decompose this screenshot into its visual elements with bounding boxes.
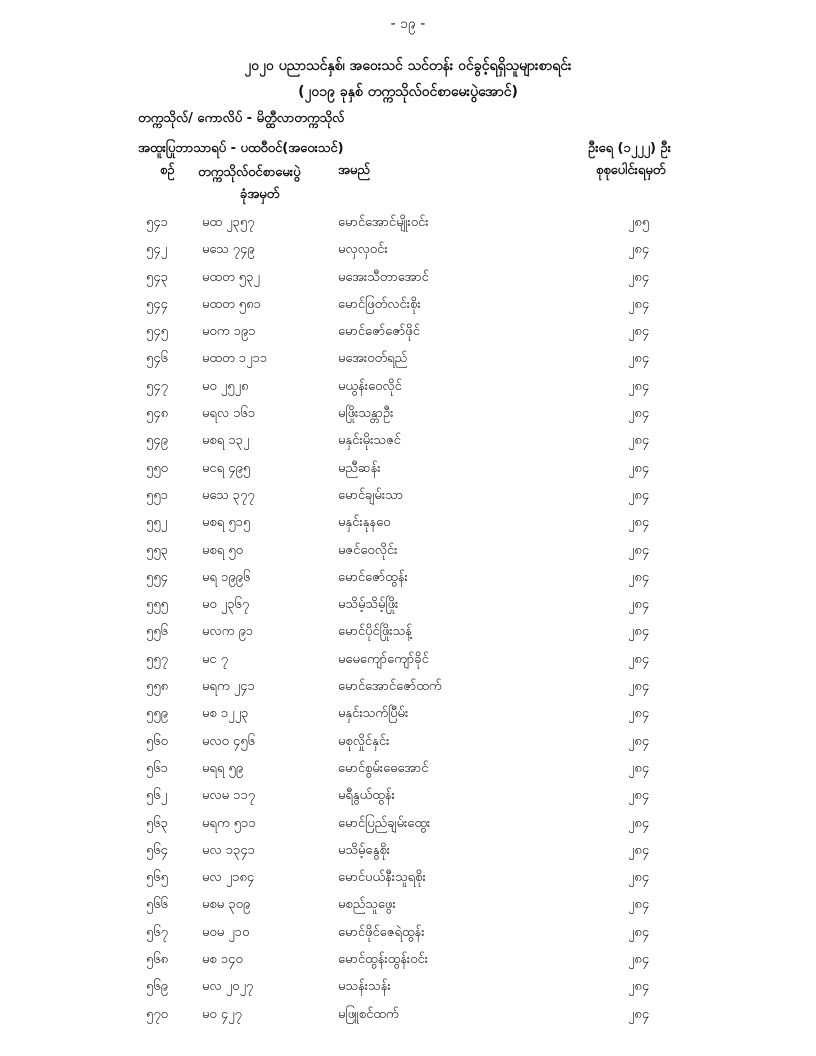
score-cell: ၂၈၄ (628, 569, 650, 585)
table-row (0, 947, 816, 974)
score-cell: ၂၈၄ (628, 460, 650, 476)
table-row (0, 1002, 816, 1029)
score-cell: ၂၈၄ (628, 979, 650, 995)
name-cell: မောင်ပြည်ချမ်းထွေး (338, 815, 431, 831)
score-cell: ၂၈၄ (628, 597, 650, 613)
table-row (0, 783, 816, 810)
score-cell: ၂၈၄ (628, 406, 650, 422)
name-cell: မဖြိုးသန္တာဦး (338, 406, 394, 422)
name-cell: မောင်ထွန်းထွန်းဝင်း (338, 952, 429, 968)
serial-cell: ၅၄၉ (146, 433, 168, 449)
table-row (0, 701, 816, 728)
roll-number-cell: မသေ ၇၄၉ (202, 242, 255, 258)
name-cell: မယွန်းဝေလိုင် (338, 378, 402, 394)
serial-cell: ၅၅၈ (146, 679, 169, 695)
score-cell: ၂၈၄ (628, 242, 650, 258)
name-cell: မောင်ဖိုင်ဇေရဲထွန်း (338, 924, 425, 940)
header-roll-line1: တက္ကသိုလ်ဝင်စာမေးပွဲ (198, 165, 301, 180)
serial-cell: ၅၆၇ (146, 924, 168, 940)
table-row (0, 456, 816, 483)
score-cell: ၂၈၄ (628, 788, 650, 804)
roll-number-cell: မသေ ၃၇၇ (202, 487, 255, 503)
name-cell: မမေကျော်ကျော်ခိုင် (338, 651, 429, 667)
name-cell: မဖြူစင်ထက် (338, 1006, 399, 1022)
serial-cell: ၅၆၂ (146, 788, 168, 804)
page-number: - ၁၉ - (390, 16, 426, 32)
table-row (0, 674, 816, 701)
serial-cell: ၅၄၃ (146, 269, 168, 285)
table-row (0, 538, 816, 565)
serial-cell: ၅၆၁ (146, 760, 168, 776)
score-cell: ၂၈၄ (628, 433, 650, 449)
score-cell: ၂၈၄ (628, 351, 650, 367)
header-total-score: စုစုပေါင်းရမှတ် (596, 163, 666, 178)
roll-number-cell: မစရ ၅၀ (202, 542, 243, 558)
name-cell: မအေးဝတ်ရည် (338, 351, 408, 367)
name-cell: မသန်းသန်း (338, 979, 391, 995)
score-cell: ၂၈၄ (628, 870, 650, 886)
score-cell: ၂၈၄ (628, 897, 650, 913)
name-cell: မောင်စွမ်းဓေအောင် (338, 760, 429, 776)
student-list (0, 210, 816, 1029)
table-row (0, 892, 816, 919)
score-cell: ၂၈၄ (628, 296, 650, 312)
name-cell: မောင်ပိုင်ဖြိုးသန့် (338, 624, 412, 640)
roll-number-cell: မဝ ၂၃၆၇ (202, 597, 250, 613)
table-row (0, 811, 816, 838)
roll-number-cell: မရရ ၅၉ (202, 760, 244, 776)
name-cell: မောင်အောင်မျိုးဝင်း (338, 215, 429, 230)
table-row (0, 374, 816, 401)
document-subtitle: (၂၀၁၉ ခုနှစ် တက္ကသိုလ်ဝင်စာမေးပွဲအောင်) (298, 84, 518, 100)
table-row (0, 865, 816, 892)
score-cell: ၂၈၄ (628, 1006, 650, 1022)
name-cell: မအေးသီတာအောင် (338, 269, 429, 285)
name-cell: မဇင်ဝေလိုင်း (338, 542, 398, 558)
serial-cell: ၅၆၀ (146, 733, 168, 749)
name-cell: မစုလှိုင်နှင်း (338, 733, 390, 749)
table-row (0, 483, 816, 510)
name-cell: မောင်ပယ်နီးသူရစိုး (338, 870, 426, 886)
score-cell: ၂၈၄ (628, 378, 650, 394)
roll-number-cell: မလက ၉၁ (202, 624, 254, 640)
serial-cell: ၅၇၀ (146, 1006, 168, 1022)
score-cell: ၂၈၄ (628, 924, 650, 940)
score-cell: ၂၈၄ (628, 324, 650, 340)
serial-cell: ၅၅၉ (146, 706, 168, 722)
roll-number-cell: မရ ၁၉၉၆ (202, 569, 251, 585)
roll-number-cell: မဝ ၂၅၂၈ (202, 378, 249, 394)
serial-cell: ၅၄၇ (146, 378, 168, 394)
name-cell: မရီနွယ်ထွန်း (338, 788, 395, 804)
table-row (0, 729, 816, 756)
table-row (0, 237, 816, 264)
score-cell: ၂၈၄ (628, 487, 650, 503)
roll-number-cell: မထတ ၅၃၂ (202, 269, 260, 285)
roll-number-cell: မစရ ၁၃၂ (202, 433, 250, 449)
specialization-line: အထူးပြုဘာသာရပ် - ပထဝီဝင်(အဝေးသင်) (138, 141, 344, 156)
table-row (0, 974, 816, 1001)
serial-cell: ၅၅၄ (146, 569, 168, 585)
serial-cell: ၅၆၄ (146, 842, 168, 858)
roll-number-cell: မဝ ၄၂၇ (202, 1006, 242, 1022)
roll-number-cell: မရလ ၁၆၁ (202, 406, 256, 422)
serial-cell: ၅၆၈ (146, 952, 169, 968)
serial-cell: ၅၆၃ (146, 815, 168, 831)
name-cell: မသိမ့်နွေစိုး (338, 842, 391, 858)
name-cell: မောင်အောင်ဇော်ထက် (338, 679, 442, 695)
serial-cell: ၅၅၇ (146, 651, 168, 667)
score-cell: ၂၈၄ (628, 952, 650, 968)
name-cell: မနှင်းနုနဝေ (338, 515, 391, 531)
score-cell: ၂၈၄ (628, 733, 650, 749)
name-cell: မသိမ့်သိမ့်ဖြိုး (338, 597, 399, 613)
serial-cell: ၅၆၅ (146, 870, 168, 886)
serial-cell: ၅၅၃ (146, 542, 168, 558)
table-row (0, 647, 816, 674)
roll-number-cell: မရက ၅၁၁ (202, 815, 256, 831)
roll-number-cell: မဝမ ၂၁၀ (202, 924, 250, 940)
name-cell: မညီဆန်း (338, 460, 381, 476)
table-row (0, 592, 816, 619)
table-row (0, 210, 816, 237)
roll-number-cell: မလ ၂၁၈၄ (202, 870, 255, 886)
roll-number-cell: မဝက ၁၉၁ (202, 324, 256, 340)
table-row (0, 346, 816, 373)
score-cell: ၂၈၄ (628, 542, 650, 558)
serial-cell: ၅၅၀ (146, 460, 168, 476)
table-row (0, 319, 816, 346)
roll-number-cell: မလမ ၁၁၇ (202, 788, 256, 804)
roll-number-cell: မင ၇ (202, 651, 229, 667)
serial-cell: ၅၆၉ (146, 979, 168, 995)
table-row (0, 619, 816, 646)
serial-cell: ၅၄၂ (146, 242, 168, 258)
table-row (0, 401, 816, 428)
university-line: တက္ကသိုလ်/ ကောလိပ် - မိတ္ထီလာတက္ကသိုလ် (138, 111, 345, 126)
serial-cell: ၅၄၈ (146, 406, 169, 422)
header-serial: စဉ် (160, 163, 175, 178)
name-cell: မောင်ဇော်ထွန်း (338, 569, 408, 585)
score-cell: ၂၈၄ (628, 515, 650, 531)
score-cell: ၂၈၄ (628, 706, 650, 722)
score-cell: ၂၈၅ (628, 215, 650, 230)
serial-cell: ၅၄၅ (146, 324, 168, 340)
table-row (0, 838, 816, 865)
name-cell: မောင်ဖြတ်လင်းစိုး (338, 296, 421, 312)
roll-number-cell: မထ ၂၃၅၇ (202, 215, 255, 230)
roll-number-cell: မစ ၁၂၂၃ (202, 706, 249, 722)
name-cell: မစည်သူဖွေး (338, 897, 396, 913)
score-cell: ၂၈၄ (628, 815, 650, 831)
name-cell: မနှင်းမိုးသဇင် (338, 433, 401, 449)
serial-cell: ၅၄၁ (146, 215, 168, 230)
roll-number-cell: မစ ၁၄၀ (202, 952, 243, 968)
score-cell: ၂၈၄ (628, 679, 650, 695)
header-roll-number (198, 162, 301, 206)
serial-cell: ၅၅၅ (146, 597, 168, 613)
serial-cell: ၅၄၆ (146, 351, 168, 367)
header-name: အမည် (338, 163, 370, 178)
roll-number-cell: မစရ ၅၁၅ (202, 515, 251, 531)
header-roll-line2: ခုံအမှတ် (240, 187, 280, 202)
table-row (0, 265, 816, 292)
table-row (0, 565, 816, 592)
serial-cell: ၅၅၁ (146, 487, 168, 503)
name-cell: မောင်ဇော်ဇော်ဖိုင် (338, 324, 420, 340)
roll-number-cell: မရက ၂၄၁ (202, 679, 255, 695)
serial-cell: ၅၄၄ (146, 296, 168, 312)
table-row (0, 292, 816, 319)
total-count: ဦးရေ (၁၂၂၂) ဦး (588, 141, 671, 156)
serial-cell: ၅၅၂ (146, 515, 168, 531)
roll-number-cell: မလ ၁၃၄၁ (202, 842, 255, 858)
score-cell: ၂၈၄ (628, 624, 650, 640)
roll-number-cell: မလဝ ၄၅၆ (202, 733, 255, 749)
table-row (0, 428, 816, 455)
score-cell: ၂၈၄ (628, 842, 650, 858)
roll-number-cell: မထတ ၅၈၁ (202, 296, 261, 312)
table-row (0, 920, 816, 947)
name-cell: မောင်ချမ်းသာ (338, 487, 404, 503)
name-cell: မနှင်းသက်ပြီမ်း (338, 706, 409, 722)
score-cell: ၂၈၄ (628, 760, 650, 776)
roll-number-cell: မထတ ၁၂၁၁ (202, 351, 268, 367)
serial-cell: ၅၅၆ (146, 624, 168, 640)
score-cell: ၂၈၄ (628, 651, 650, 667)
table-row (0, 756, 816, 783)
roll-number-cell: မငရ ၄၉၅ (202, 460, 251, 476)
serial-cell: ၅၆၆ (146, 897, 168, 913)
roll-number-cell: မလ ၂၀၂၇ (202, 979, 254, 995)
table-row (0, 510, 816, 537)
roll-number-cell: မစမ ၃၀၉ (202, 897, 251, 913)
name-cell: မလှလှဝင်း (338, 242, 388, 258)
document-title: ၂၀၂၀ ပညာသင်နှစ်၊ အဝေးသင် သင်တန်း ဝင်ခွင့်ရရှိသူများစာရင်း (244, 58, 572, 74)
score-cell: ၂၈၄ (628, 269, 650, 285)
